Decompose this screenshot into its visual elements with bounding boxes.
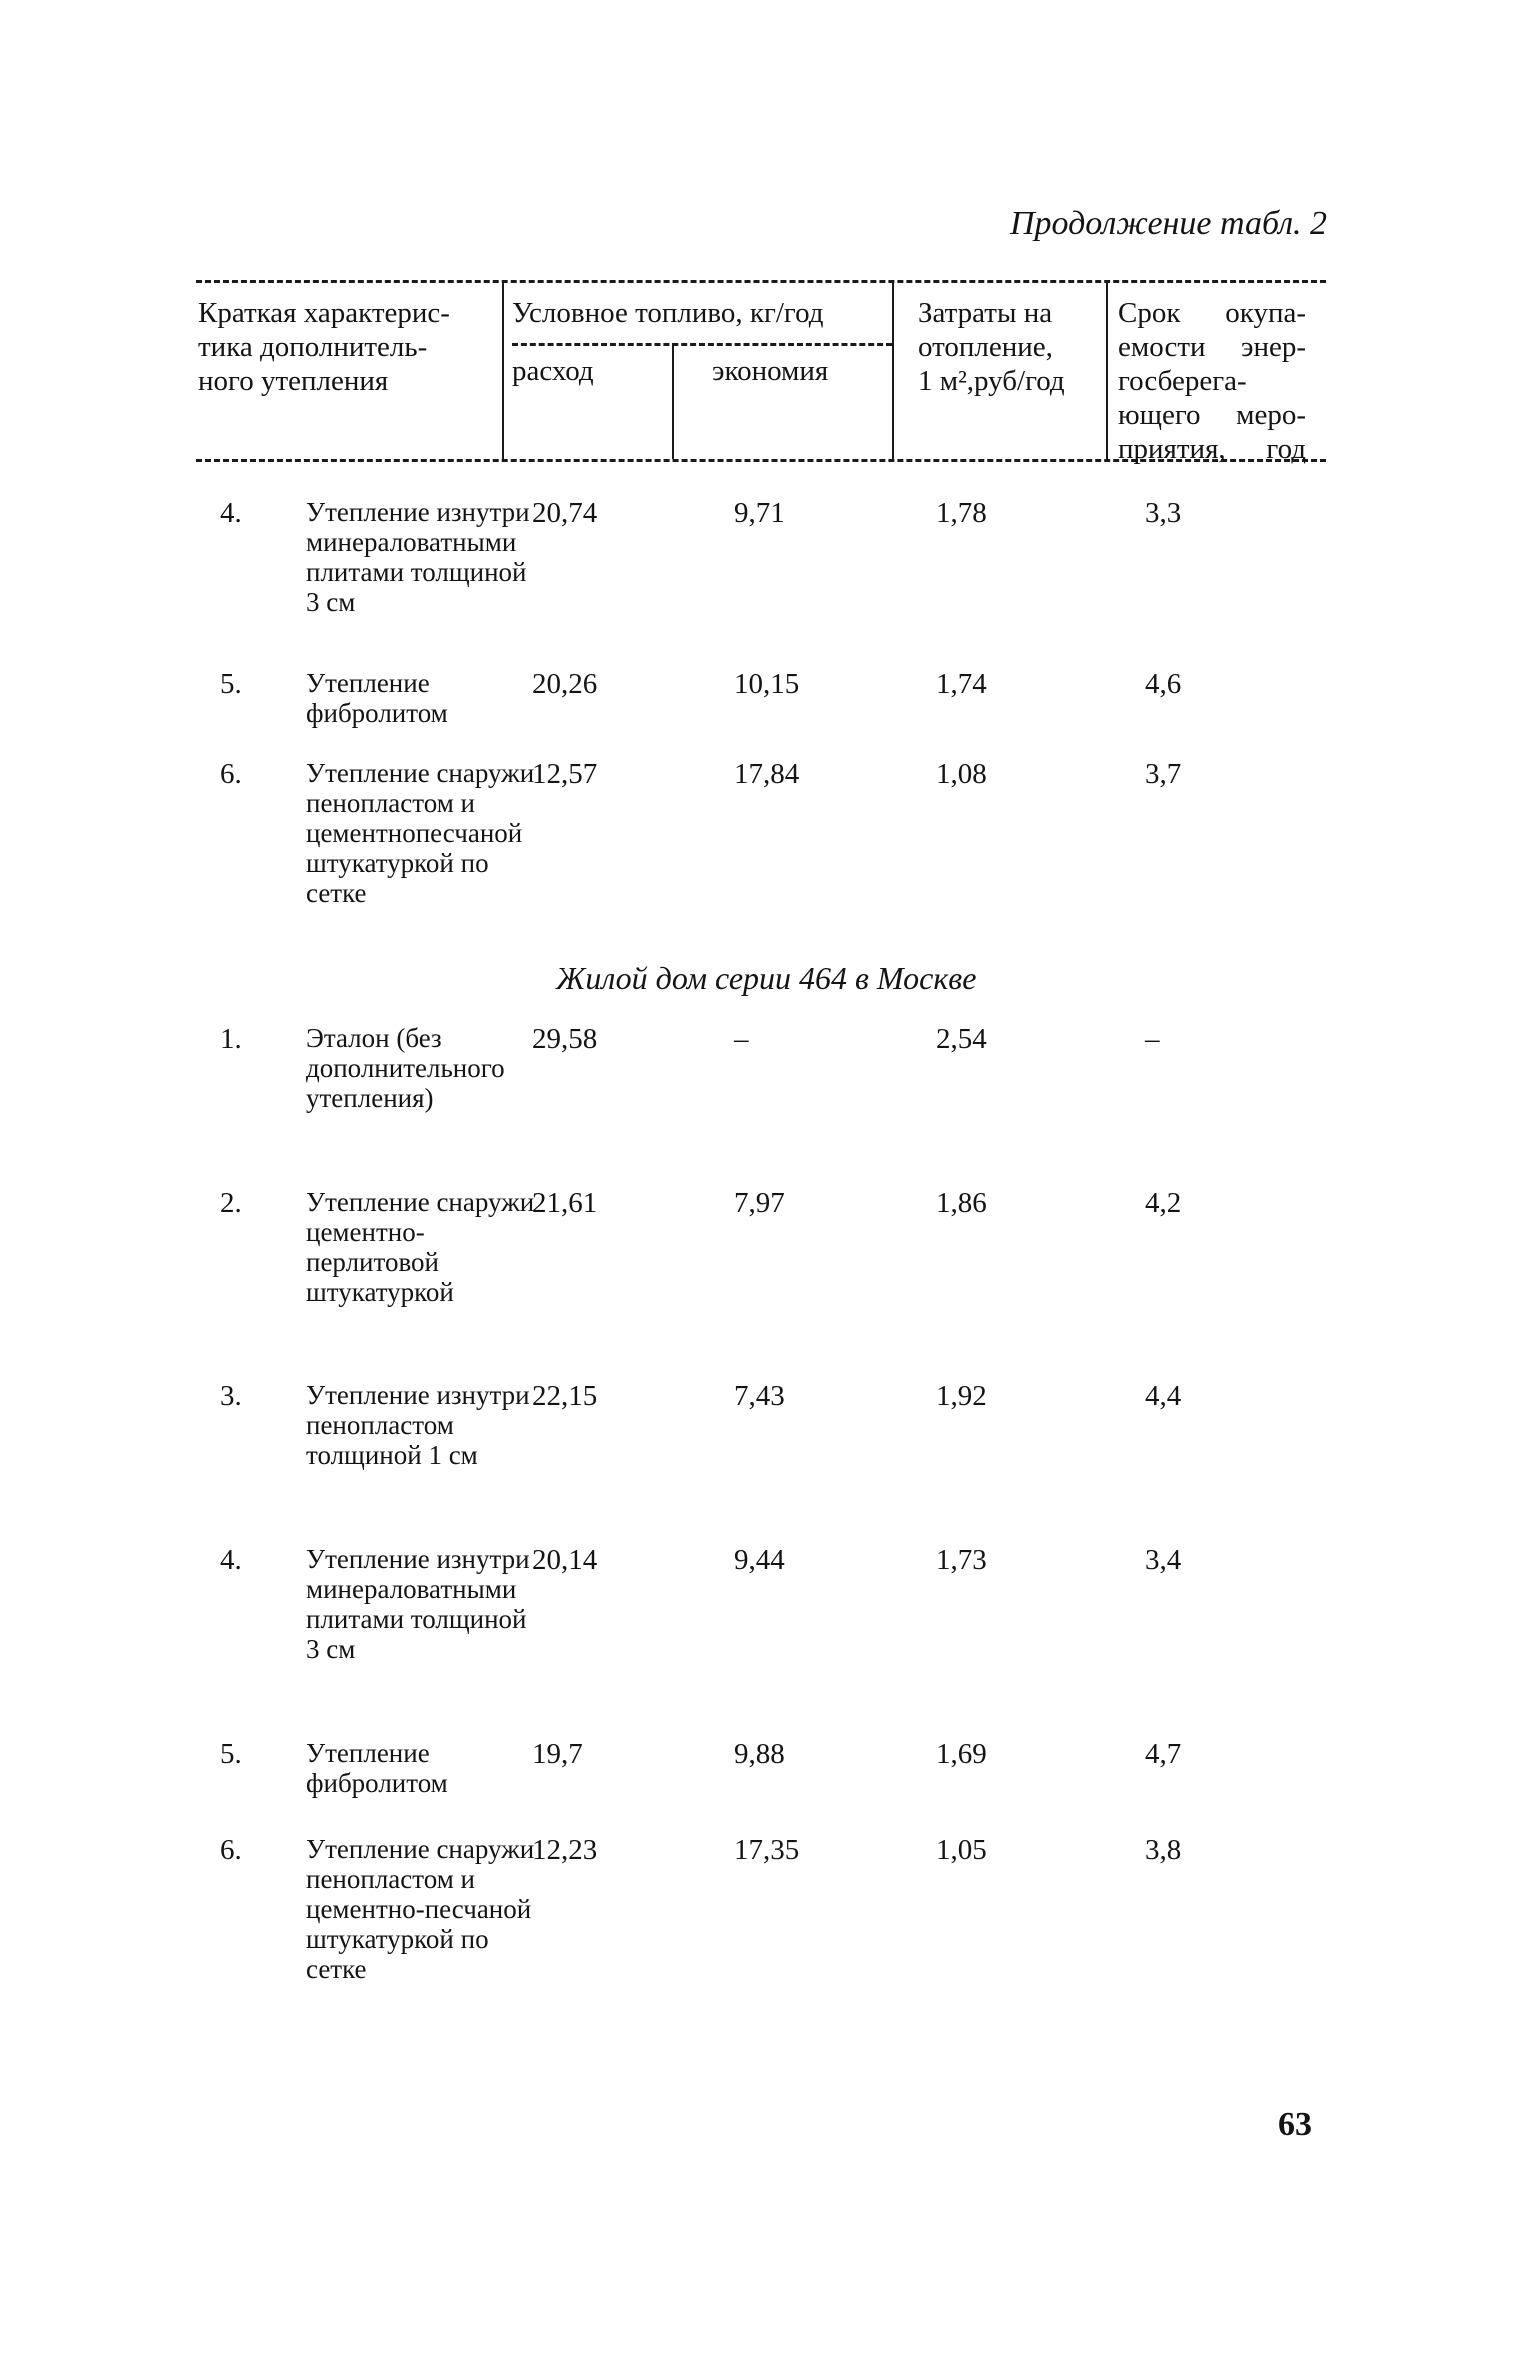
row-number: 6. — [220, 1834, 242, 1866]
header-divider-4 — [1106, 282, 1108, 459]
row-description: Утепление изнутри пенопластом толщиной 1 см — [306, 1380, 530, 1470]
fuel-consumption: 20,26 — [532, 668, 598, 700]
header-col-heating-cost: Затраты на отопление, 1 м²,руб/год — [918, 297, 1065, 397]
payback-period: 3,8 — [1145, 1834, 1182, 1866]
row-description: Утепление снаружи пенопластом и цементнопесчаной штукатуркой по сетке — [306, 758, 535, 908]
fuel-saving: 9,71 — [734, 497, 785, 529]
header-col-fuel-saving: экономия — [712, 355, 829, 387]
fuel-saving: 7,97 — [734, 1187, 785, 1219]
row-number: 1. — [220, 1023, 242, 1055]
fuel-saving: 17,35 — [734, 1834, 800, 1866]
fuel-saving: 17,84 — [734, 758, 800, 790]
header-divider-3 — [892, 282, 894, 459]
payback-period: 4,6 — [1145, 668, 1182, 700]
header-col-payback: Срок окупа- емости энер- госберега- ющего меро- приятия, год — [1118, 297, 1306, 465]
row-description: Утепление снаружи цементно-перлитовой штукатуркой — [306, 1187, 535, 1307]
section-title: Жилой дом серии 464 в Москве — [556, 960, 977, 996]
header-top-rule — [196, 280, 1326, 283]
payback-period: 3,4 — [1145, 1544, 1182, 1576]
table-caption: Продолжение табл. 2 — [1010, 205, 1328, 242]
fuel-saving: 9,88 — [734, 1738, 785, 1770]
row-number: 5. — [220, 1738, 242, 1770]
row-description: Эталон (без дополнительного утепления) — [306, 1023, 505, 1113]
row-number: 2. — [220, 1187, 242, 1219]
payback-period: 4,2 — [1145, 1187, 1182, 1219]
heating-cost: 1,92 — [936, 1380, 987, 1412]
page-number: 63 — [1278, 2106, 1312, 2143]
fuel-saving: – — [734, 1023, 749, 1055]
fuel-consumption: 21,61 — [532, 1187, 598, 1219]
header-col-fuel-consumption: расход — [512, 355, 594, 387]
row-number: 3. — [220, 1380, 242, 1412]
heating-cost: 1,86 — [936, 1187, 987, 1219]
row-number: 4. — [220, 1544, 242, 1576]
row-description: Утепление фибролитом — [306, 1738, 448, 1798]
row-number: 4. — [220, 497, 242, 529]
row-description: Утепление снаружи пенопластом и цементно-песчаной штукатуркой по сетке — [306, 1834, 535, 1984]
fuel-consumption: 12,23 — [532, 1834, 598, 1866]
row-number: 5. — [220, 668, 242, 700]
fuel-consumption: 22,15 — [532, 1380, 598, 1412]
heating-cost: 1,69 — [936, 1738, 987, 1770]
heating-cost: 1,05 — [936, 1834, 987, 1866]
row-description: Утепление изнутри минераловатными плитами толщиной 3 см — [306, 1544, 530, 1664]
heating-cost: 1,78 — [936, 497, 987, 529]
heating-cost: 1,74 — [936, 668, 987, 700]
row-number: 6. — [220, 758, 242, 790]
payback-period: – — [1145, 1023, 1160, 1055]
fuel-consumption: 12,57 — [532, 758, 598, 790]
fuel-consumption: 20,74 — [532, 497, 598, 529]
payback-period: 4,4 — [1145, 1380, 1182, 1412]
header-divider-2 — [672, 343, 674, 459]
fuel-saving: 7,43 — [734, 1380, 785, 1412]
row-description: Утепление фибролитом — [306, 668, 448, 728]
payback-period: 4,7 — [1145, 1738, 1182, 1770]
header-col-description: Краткая характерис- тика дополнитель- ного утепления — [198, 297, 450, 397]
row-description: Утепление изнутри минераловатными плитами толщиной 3 см — [306, 497, 530, 617]
heating-cost: 1,08 — [936, 758, 987, 790]
heating-cost: 1,73 — [936, 1544, 987, 1576]
fuel-consumption: 20,14 — [532, 1544, 598, 1576]
header-divider-1 — [502, 282, 504, 459]
header-col-fuel: Условное топливо, кг/год — [512, 297, 824, 329]
fuel-saving: 9,44 — [734, 1544, 785, 1576]
fuel-consumption: 19,7 — [532, 1738, 583, 1770]
fuel-consumption: 29,58 — [532, 1023, 598, 1055]
payback-period: 3,7 — [1145, 758, 1182, 790]
payback-period: 3,3 — [1145, 497, 1182, 529]
header-sub-rule — [512, 343, 892, 346]
heating-cost: 2,54 — [936, 1023, 987, 1055]
fuel-saving: 10,15 — [734, 668, 800, 700]
